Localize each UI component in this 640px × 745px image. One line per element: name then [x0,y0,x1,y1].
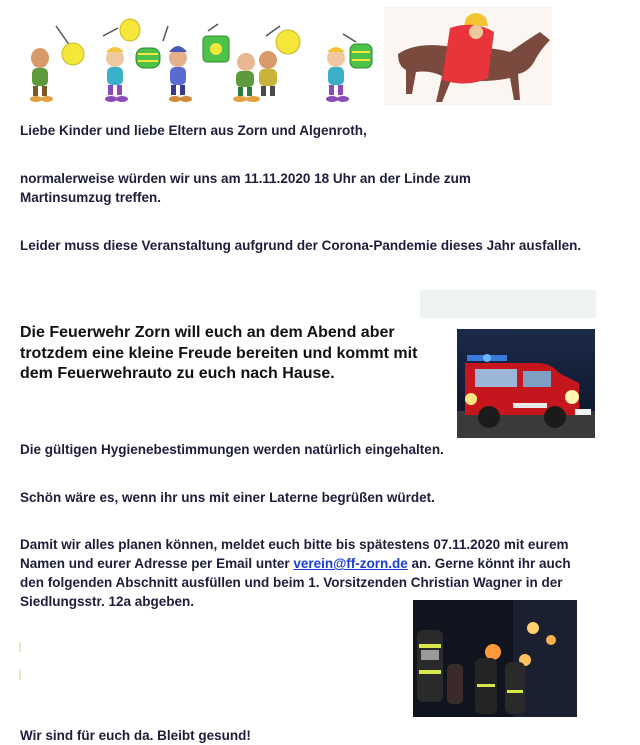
child-with-lantern-6 [326,34,372,102]
st-martin-banner-illustration [18,6,553,106]
paragraph-lantern-greeting: Schön wäre es, wenn ihr uns mit einer Laterne begrüßen würdet. [20,490,435,505]
email-link[interactable]: verein@ff-zorn.de [293,556,408,571]
paragraph-cancellation: Leider muss diese Veranstaltung aufgrund der Corona-Pandemie dieses Jahr ausfallen. [20,238,582,253]
fire-truck-photo [457,329,595,438]
left-margin-mark-1 [19,642,21,652]
child-with-lantern-1 [30,26,84,102]
firefighters-photo [413,600,577,717]
greeting-paragraph: Liebe Kinder und liebe Eltern aus Zorn und Algenroth, [20,123,367,138]
child-with-lantern-4 [203,24,260,102]
child-with-lantern-5 [259,26,300,96]
registration-text-before: Damit wir alles planen können, meldet euch bitte bis spätestens 07.11.2020 mit eurem Namen und eurer Adresse per Email unter [20,537,569,571]
st-martin-on-horse [384,6,552,106]
gray-placeholder-box [420,290,596,318]
closing-line: Wir sind für euch da. Bleibt gesund! [20,728,251,743]
paragraph-hygiene: Die gültigen Hygienebestimmungen werden natürlich eingehalten. [20,442,444,457]
paragraph-martinsumzug: normalerweise würden wir uns am 11.11.2020 18 Uhr an der Linde zum Martinsumzug treffen. [20,171,471,205]
child-with-lantern-3 [136,26,192,102]
paragraph-fire-department: Die Feuerwehr Zorn will euch an dem Abend aber trotzdem eine kleine Freude bereiten und kommt mit dem Feuerwehrauto zu euch nach Hause. [20,324,418,382]
registration-text-after: an. Gerne könnt ihr auch den folgenden Abschnitt ausfüllen und beim 1. Vorsitzenden Christian Wagner in der Siedlungsstr. 12a abgeben. [20,556,571,609]
child-with-lantern-2 [103,19,140,102]
left-margin-mark-2 [19,670,21,680]
